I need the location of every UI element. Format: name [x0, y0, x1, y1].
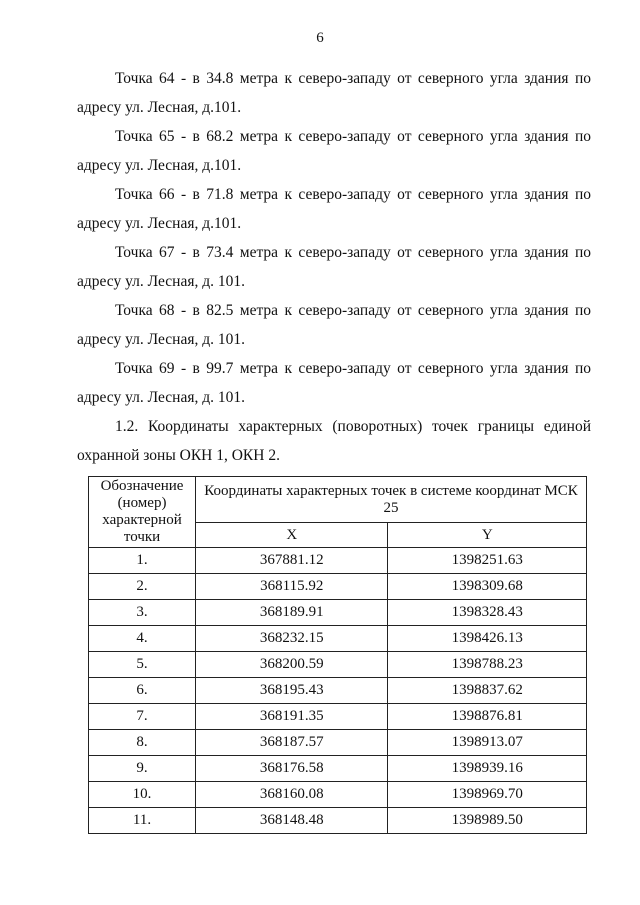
point-description-66 — [77, 180, 591, 238]
point-description-line: Точка 66 - в 71.8 метра к северо-западу от северного угла здания по — [115, 186, 591, 203]
point-description-64 — [77, 64, 591, 122]
point-description-line: Точка 68 - в 82.5 метра к северо-западу от северного угла здания по — [115, 302, 591, 319]
point-description-address: адресу ул. Лесная, д.101. — [77, 215, 242, 232]
table-row — [89, 626, 587, 652]
point-number: 5. — [89, 652, 196, 678]
y-coordinate: 1398837.62 — [388, 678, 587, 704]
header-coordinates: Координаты характерных точек в системе координат МСК 25 — [196, 477, 587, 523]
y-coordinate: 1398876.81 — [388, 704, 587, 730]
x-coordinate: 368176.58 — [196, 756, 388, 782]
coordinates-table — [88, 476, 587, 834]
x-coordinate: 368160.08 — [196, 782, 388, 808]
y-coordinate: 1398328.43 — [388, 600, 587, 626]
y-coordinate: 1398788.23 — [388, 652, 587, 678]
point-number: 9. — [89, 756, 196, 782]
table-row — [89, 548, 587, 574]
table-row — [89, 678, 587, 704]
point-description-address: адресу ул. Лесная, д. 101. — [77, 273, 246, 290]
table-row — [89, 756, 587, 782]
header-y: Y — [388, 523, 587, 548]
point-description-line: Точка 64 - в 34.8 метра к северо-западу от северного угла здания по — [115, 70, 591, 87]
section-heading-line: охранной зоны ОКН 1, ОКН 2. — [77, 447, 280, 464]
point-number: 8. — [89, 730, 196, 756]
point-description-address: адресу ул. Лесная, д. 101. — [77, 389, 246, 406]
x-coordinate: 368189.91 — [196, 600, 388, 626]
point-description-line: Точка 67 - в 73.4 метра к северо-западу от северного угла здания по — [115, 244, 591, 261]
x-coordinate: 368148.48 — [196, 808, 388, 834]
x-coordinate: 368115.92 — [196, 574, 388, 600]
header-point-designation: Обозначение (номер) характерной точки — [89, 477, 196, 548]
x-coordinate: 368191.35 — [196, 704, 388, 730]
x-coordinate: 368200.59 — [196, 652, 388, 678]
point-number: 7. — [89, 704, 196, 730]
point-number: 6. — [89, 678, 196, 704]
point-description-line: Точка 69 - в 99.7 метра к северо-западу от северного угла здания по — [115, 360, 591, 377]
section-heading-line: 1.2. Координаты характерных (поворотных) точек границы единой — [115, 418, 591, 435]
table-row — [89, 600, 587, 626]
point-description-67 — [77, 238, 591, 296]
point-number: 3. — [89, 600, 196, 626]
point-number: 4. — [89, 626, 196, 652]
point-description-line: Точка 65 - в 68.2 метра к северо-западу от северного угла здания по — [115, 128, 591, 145]
point-number: 2. — [89, 574, 196, 600]
y-coordinate: 1398426.13 — [388, 626, 587, 652]
point-description-address: адресу ул. Лесная, д. 101. — [77, 331, 246, 348]
x-coordinate: 368232.15 — [196, 626, 388, 652]
point-description-address: адресу ул. Лесная, д.101. — [77, 157, 242, 174]
table-row — [89, 652, 587, 678]
point-number: 10. — [89, 782, 196, 808]
section-heading — [77, 412, 591, 470]
point-description-69 — [77, 354, 591, 412]
point-description-68 — [77, 296, 591, 354]
table-row — [89, 704, 587, 730]
x-coordinate: 368195.43 — [196, 678, 388, 704]
point-description-65 — [77, 122, 591, 180]
table-row — [89, 808, 587, 834]
table-row — [89, 782, 587, 808]
page-number: 6 — [316, 30, 324, 46]
y-coordinate: 1398989.50 — [388, 808, 587, 834]
x-coordinate: 367881.12 — [196, 548, 388, 574]
y-coordinate: 1398251.63 — [388, 548, 587, 574]
point-number: 1. — [89, 548, 196, 574]
x-coordinate: 368187.57 — [196, 730, 388, 756]
table-row — [89, 730, 587, 756]
y-coordinate: 1398913.07 — [388, 730, 587, 756]
y-coordinate: 1398309.68 — [388, 574, 587, 600]
y-coordinate: 1398969.70 — [388, 782, 587, 808]
point-number: 11. — [89, 808, 196, 834]
point-description-address: адресу ул. Лесная, д.101. — [77, 99, 242, 116]
y-coordinate: 1398939.16 — [388, 756, 587, 782]
table-row — [89, 574, 587, 600]
header-x: X — [196, 523, 388, 548]
